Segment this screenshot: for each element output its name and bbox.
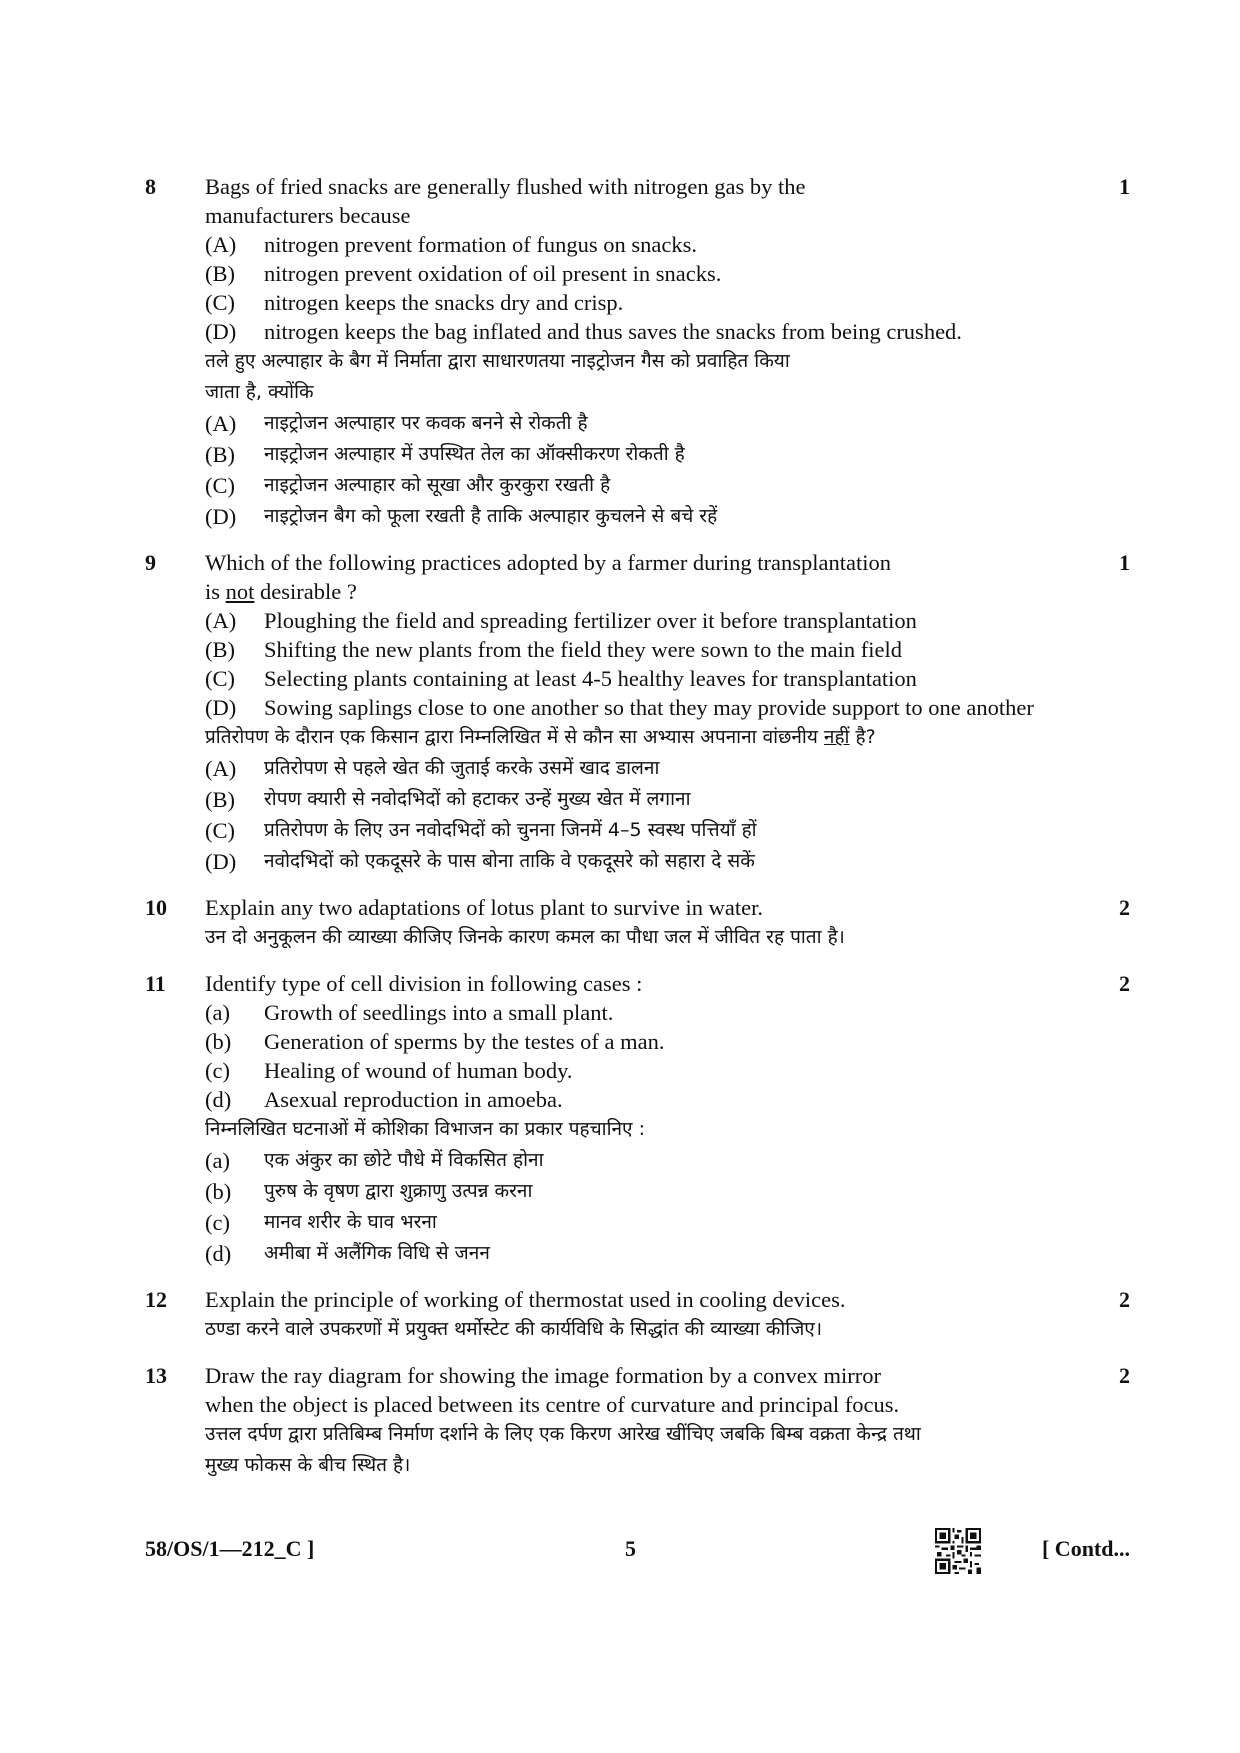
option-label: (d) — [205, 1241, 232, 1266]
option-en-b — [205, 259, 1080, 288]
option-hi-b — [205, 439, 1080, 470]
question-number: 9 — [145, 550, 156, 575]
option-label: (C) — [205, 473, 235, 498]
option-label: (C) — [205, 666, 235, 691]
option-text: nitrogen prevent oxidation of oil present in snacks. — [264, 261, 722, 286]
option-label: (B) — [205, 637, 235, 662]
question-10 — [145, 893, 1130, 953]
question-text-hi: ठण्डा करने वाले उपकरणों में प्रयुक्त थर्मोस्टेट की कार्यविधि के सिद्धांत की व्याख्या कीजिए। — [205, 1318, 823, 1340]
question-text-en: manufacturers because — [205, 203, 411, 228]
question-marks: 2 — [1119, 1363, 1130, 1388]
option-text: nitrogen prevent formation of fungus on snacks. — [264, 232, 698, 257]
option-text: रोपण क्यारी से नवोदभिदों को हटाकर उन्हें मुख्य खेत में लगाना — [264, 788, 691, 810]
option-text: nitrogen keeps the bag inflated and thus saves the snacks from being crushed. — [264, 319, 962, 344]
question-body — [205, 969, 1080, 1269]
question-body — [205, 172, 1080, 532]
option-hi-b — [205, 784, 1080, 815]
option-label: (C) — [205, 290, 235, 315]
question-text-en: Which of the following practices adopted by a farmer during transplantation — [205, 550, 892, 575]
question-text-en: when the object is placed between its centre of curvature and principal focus. — [205, 1392, 900, 1417]
question-marks: 2 — [1119, 971, 1130, 996]
question-text-en: Draw the ray diagram for showing the image formation by a convex mirror — [205, 1363, 882, 1388]
question-body — [205, 548, 1080, 877]
option-text: Shifting the new plants from the field they were sown to the main field — [264, 637, 902, 662]
option-en-c — [205, 1056, 1080, 1085]
option-en-d — [205, 693, 1080, 722]
option-text: नवोदभिदों को एकदूसरे के पास बोना ताकि वे एकदूसरे को सहारा दे सकें — [264, 850, 755, 872]
question-body — [205, 893, 1080, 953]
qr-code-icon — [935, 1528, 981, 1574]
option-label: (D) — [205, 319, 237, 344]
option-label: (b) — [205, 1029, 232, 1054]
question-12 — [145, 1285, 1130, 1345]
questions-list — [145, 172, 1130, 1497]
option-hi-b — [205, 1176, 1080, 1207]
option-text: nitrogen keeps the snacks dry and crisp. — [264, 290, 624, 315]
option-text: Asexual reproduction in amoeba. — [264, 1087, 563, 1112]
option-text: Sowing saplings close to one another so that they may provide support to one another — [264, 695, 1034, 720]
option-hi-c — [205, 1207, 1080, 1238]
question-text-hi: उन दो अनुकूलन की व्याख्या कीजिए जिनके कारण कमल का पौधा जल में जीवित रह पाता है। — [205, 926, 845, 948]
option-label: (a) — [205, 1000, 230, 1025]
option-en-a — [205, 998, 1080, 1027]
option-label: (B) — [205, 261, 235, 286]
paper-code: 58/OS/1—212_C ] — [145, 1536, 315, 1561]
option-text: Healing of wound of human body. — [264, 1058, 573, 1083]
option-label: (A) — [205, 608, 237, 633]
option-label: (D) — [205, 504, 237, 529]
option-label: (D) — [205, 695, 237, 720]
option-text: नाइट्रोजन अल्पाहार को सूखा और कुरकुरा रखती है — [264, 474, 611, 496]
option-text: मानव शरीर के घाव भरना — [264, 1211, 437, 1233]
option-label: (c) — [205, 1058, 230, 1083]
option-hi-d — [205, 1238, 1080, 1269]
question-text-hi: उत्तल दर्पण द्वारा प्रतिबिम्ब निर्माण दर्शाने के लिए एक किरण आरेख खींचिए जबकि बिम्ब वक्रता केन्द्र तथा — [205, 1423, 921, 1445]
question-marks: 2 — [1119, 895, 1130, 920]
question-text-hi: तले हुए अल्पाहार के बैग में निर्माता द्वारा साधारणतया नाइट्रोजन गैस को प्रवाहित किया — [205, 350, 790, 372]
option-text: Selecting plants containing at least 4-5 healthy leaves for transplantation — [264, 666, 917, 691]
option-en-b — [205, 1027, 1080, 1056]
question-8 — [145, 172, 1130, 532]
question-marks: 2 — [1119, 1287, 1130, 1312]
question-text-hi: प्रतिरोपण के दौरान एक किसान द्वारा निम्नलिखित में से कौन सा अभ्यास अपनाना वांछनीय नहीं है? — [205, 726, 876, 748]
option-text: नाइट्रोजन अल्पाहार पर कवक बनने से रोकती है — [264, 412, 588, 434]
option-en-d — [205, 317, 1080, 346]
question-text-en: Identify type of cell division in following cases : — [205, 971, 643, 996]
option-text: प्रतिरोपण से पहले खेत की जुताई करके उसमें खाद डालना — [264, 757, 660, 779]
question-number: 12 — [145, 1287, 167, 1312]
option-label: (c) — [205, 1210, 230, 1235]
option-en-c — [205, 288, 1080, 317]
question-11 — [145, 969, 1130, 1269]
continued-label: [ Contd... — [1041, 1536, 1130, 1561]
option-text: एक अंकुर का छोटे पौधे में विकसित होना — [264, 1149, 544, 1171]
option-label: (a) — [205, 1148, 230, 1173]
option-hi-c — [205, 815, 1080, 846]
option-label: (D) — [205, 849, 237, 874]
question-text-en: Explain the principle of working of thermostat used in cooling devices. — [205, 1287, 846, 1312]
option-label: (A) — [205, 756, 237, 781]
question-text-hi: जाता है, क्योंकि — [205, 381, 314, 403]
question-text-hi: मुख्य फोकस के बीच स्थित है। — [205, 1454, 411, 1476]
option-text: नाइट्रोजन बैग को फूला रखती है ताकि अल्पाहार कुचलने से बचे रहें — [264, 505, 718, 527]
option-label: (b) — [205, 1179, 232, 1204]
option-text: अमीबा में अलैंगिक विधि से जनन — [264, 1242, 490, 1264]
question-number: 11 — [145, 971, 166, 996]
option-text: पुरुष के वृषण द्वारा शुक्राणु उत्पन्न करना — [264, 1180, 533, 1202]
question-9 — [145, 548, 1130, 877]
option-label: (A) — [205, 232, 237, 257]
question-number: 8 — [145, 174, 156, 199]
option-en-c — [205, 664, 1080, 693]
question-marks: 1 — [1119, 174, 1130, 199]
option-en-a — [205, 606, 1080, 635]
option-label: (d) — [205, 1087, 232, 1112]
option-hi-d — [205, 501, 1080, 532]
option-label: (B) — [205, 787, 235, 812]
option-text: Growth of seedlings into a small plant. — [264, 1000, 614, 1025]
option-label: (A) — [205, 411, 237, 436]
option-en-b — [205, 635, 1080, 664]
question-marks: 1 — [1119, 550, 1130, 575]
option-hi-a — [205, 1145, 1080, 1176]
option-en-d — [205, 1085, 1080, 1114]
option-hi-a — [205, 408, 1080, 439]
option-text: प्रतिरोपण के लिए उन नवोदभिदों को चुनना जिनमें 4–5 स्वस्थ पत्तियाँ हों — [264, 819, 757, 841]
page-footer — [145, 1528, 1130, 1568]
question-text-en: Explain any two adaptations of lotus plant to survive in water. — [205, 895, 764, 920]
page-number: 5 — [625, 1536, 636, 1561]
question-text-en: is not desirable ? — [205, 579, 357, 604]
option-hi-c — [205, 470, 1080, 501]
question-13 — [145, 1361, 1130, 1481]
option-text: Ploughing the field and spreading fertilizer over it before transplantation — [264, 608, 917, 633]
option-hi-d — [205, 846, 1080, 877]
option-text: नाइट्रोजन अल्पाहार में उपस्थित तेल का ऑक्सीकरण रोकती है — [264, 443, 685, 465]
option-hi-a — [205, 753, 1080, 784]
question-body — [205, 1361, 1080, 1481]
question-number: 10 — [145, 895, 167, 920]
question-text-en: Bags of fried snacks are generally flushed with nitrogen gas by the — [205, 174, 806, 199]
option-text: Generation of sperms by the testes of a man. — [264, 1029, 665, 1054]
option-label: (C) — [205, 818, 235, 843]
option-label: (B) — [205, 442, 235, 467]
question-body — [205, 1285, 1080, 1345]
option-en-a — [205, 230, 1080, 259]
question-text-hi: निम्नलिखित घटनाओं में कोशिका विभाजन का प्रकार पहचानिए : — [205, 1118, 646, 1140]
question-number: 13 — [145, 1363, 167, 1388]
